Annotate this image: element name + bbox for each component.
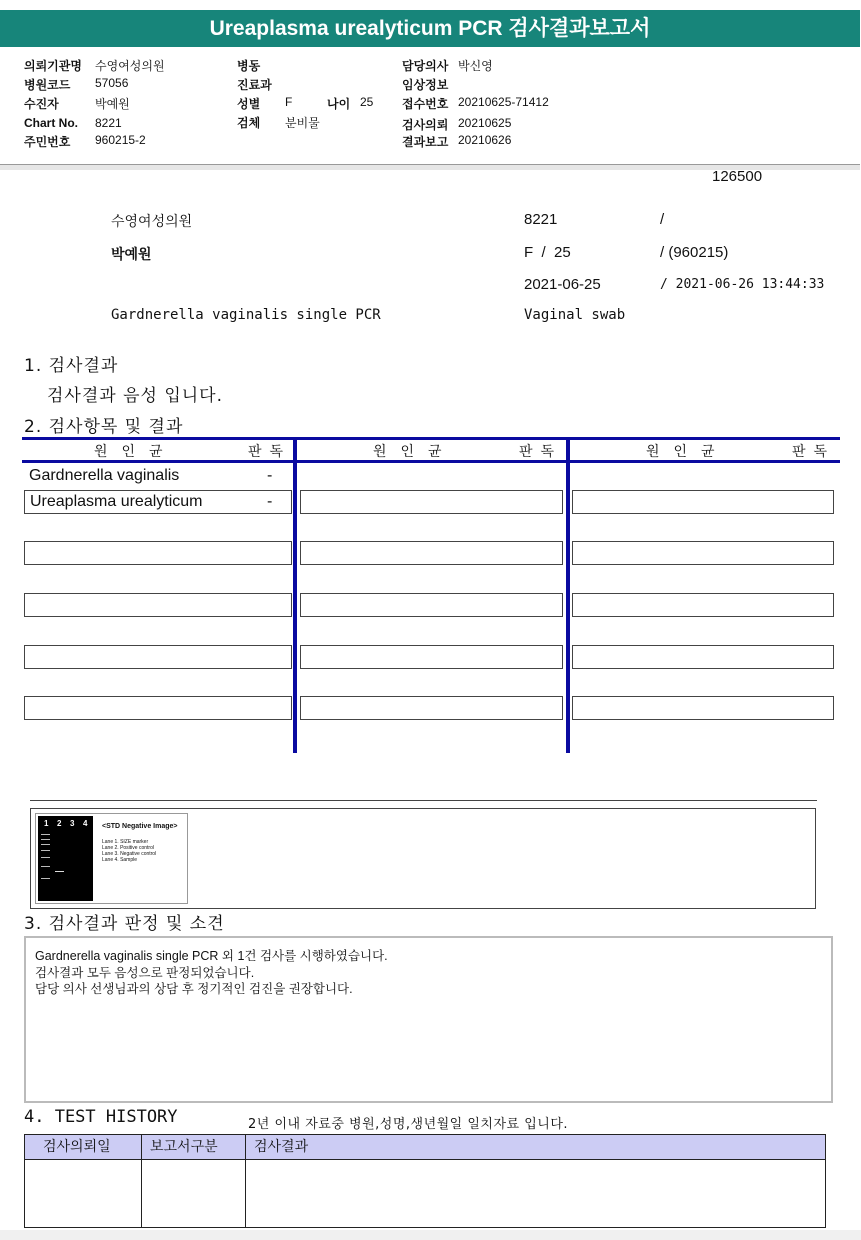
section1-text: 검사결과 음성 입니다. (47, 386, 224, 406)
header-label: 진료과 (237, 78, 272, 92)
opinion-line: Gardnerella vaginalis single PCR 외 1건 검사를 시행하였습니다. (35, 949, 388, 963)
header-value: 20210625-71412 (458, 95, 549, 109)
table-top-rule (22, 437, 840, 440)
empty-cell (572, 645, 834, 669)
header-value: 박신영 (458, 59, 493, 73)
column-header-pathogen: 원인균 (94, 444, 177, 460)
section4-heading: 4. TEST HISTORY (24, 1107, 178, 1127)
section2-heading: 2. 검사항목 및 결과 (24, 417, 184, 437)
gel-band (41, 839, 50, 840)
test-name: Gardnerella vaginalis single PCR (111, 307, 381, 323)
received-date: 2021-06-25 (524, 276, 601, 293)
result-pathogen: Gardnerella vaginalis (29, 467, 180, 484)
header-label: 담당의사 (402, 59, 449, 73)
report-title: Ureaplasma urealyticum PCR 검사결과보고서 (0, 10, 860, 47)
empty-cell (24, 541, 292, 565)
sex-age: F / 25 (524, 244, 571, 261)
gel-band (41, 878, 50, 879)
opinion-line: 검사결과 모두 음성으로 판정되었습니다. (35, 966, 255, 980)
opinion-line: 담당 의사 선생님과의 상담 후 정기적인 검진을 권장합니다. (35, 982, 353, 996)
image-top-rule (30, 800, 817, 801)
gel-caption-line: Lane 4. Sample (102, 857, 138, 863)
header-label: 성별 (237, 97, 261, 111)
result-judgement: - (267, 493, 273, 510)
empty-cell (300, 645, 563, 669)
empty-cell (572, 593, 834, 617)
history-column-header: 검사결과 (254, 1139, 309, 1155)
header-value: 8221 (95, 116, 122, 130)
header-value: 960215-2 (95, 133, 146, 147)
header-label: 접수번호 (402, 97, 449, 111)
gel-caption-line: Lane 2. Positive control (102, 845, 154, 851)
history-column-divider (245, 1135, 246, 1227)
code-number: 126500 (712, 168, 763, 185)
table-column-divider (293, 437, 297, 753)
history-note: 2년 이내 자료중 병원,성명,생년월일 일치자료 입니다. (248, 1117, 569, 1132)
slash: / (660, 211, 665, 228)
gel-band (41, 866, 50, 867)
gel-band (41, 850, 50, 851)
header-value: 20210625 (458, 116, 512, 130)
header-value: 57056 (95, 76, 129, 90)
header-label: Chart No. (24, 116, 78, 130)
gel-band (41, 834, 50, 835)
gel-caption-line: Lane 1. SIZE marker (102, 839, 149, 845)
column-header-judgement: 판독 (792, 444, 836, 460)
header-value: 수영여성의원 (95, 59, 165, 73)
empty-cell (572, 696, 834, 720)
lane-number: 4 (83, 819, 88, 828)
empty-cell (572, 490, 834, 514)
history-column-header: 검사의뢰일 (43, 1139, 111, 1155)
lane-number: 2 (57, 819, 62, 828)
history-column-divider (141, 1135, 142, 1227)
result-judgement: - (267, 467, 273, 484)
section1-heading: 1. 검사결과 (24, 356, 119, 376)
gel-electrophoresis-image (38, 816, 93, 901)
empty-cell (24, 696, 292, 720)
header-value: 25 (360, 95, 374, 109)
empty-cell (24, 645, 292, 669)
header-value: 박예원 (95, 97, 130, 111)
lane-number: 1 (44, 819, 49, 828)
chart-number: 8221 (524, 211, 558, 228)
gel-caption-line: Lane 3. Negative control (102, 851, 157, 857)
header-label: 결과보고 (402, 135, 449, 149)
header-label: 병원코드 (24, 78, 71, 92)
section3-heading: 3. 검사결과 판정 및 소견 (24, 914, 225, 934)
gel-caption-title: <STD Negative Image> (102, 823, 178, 830)
header-value: 20210626 (458, 133, 512, 147)
gel-band (41, 844, 50, 845)
patient-name: 박예원 (111, 247, 152, 263)
gel-band (55, 871, 64, 872)
column-header-pathogen: 원인균 (373, 444, 456, 460)
table-column-divider (566, 437, 570, 753)
header-label: 검체 (237, 116, 261, 130)
specimen: Vaginal swab (524, 307, 626, 323)
header-label: 주민번호 (24, 135, 71, 149)
history-table (24, 1134, 826, 1228)
empty-cell (572, 541, 834, 565)
header-value: F (285, 95, 293, 109)
header-label: 병동 (237, 59, 261, 73)
empty-cell (300, 593, 563, 617)
reported-datetime: / 2021-06-26 13:44:33 (660, 277, 825, 292)
header-value: 분비물 (285, 116, 320, 130)
column-header-judgement: 판독 (519, 444, 563, 460)
birth-date: / (960215) (660, 244, 729, 261)
clinic-name: 수영여성의원 (111, 214, 193, 230)
header-label: 임상정보 (402, 78, 449, 92)
empty-cell (300, 696, 563, 720)
history-column-header: 보고서구분 (150, 1139, 218, 1155)
header-label: 나이 (327, 97, 351, 111)
column-header-pathogen: 원인균 (646, 444, 729, 460)
result-pathogen: Ureaplasma urealyticum (30, 493, 203, 510)
header-label: 의뢰기관명 (24, 59, 82, 73)
gel-band (41, 857, 50, 858)
history-table-header (25, 1135, 825, 1160)
lane-number: 3 (70, 819, 75, 828)
empty-cell (300, 541, 563, 565)
empty-cell (300, 490, 563, 514)
header-label: 검사의뢰 (402, 118, 449, 132)
empty-cell (24, 593, 292, 617)
column-header-judgement: 판독 (248, 444, 292, 460)
header-label: 수진자 (24, 97, 59, 111)
opinion-box (24, 936, 833, 1103)
